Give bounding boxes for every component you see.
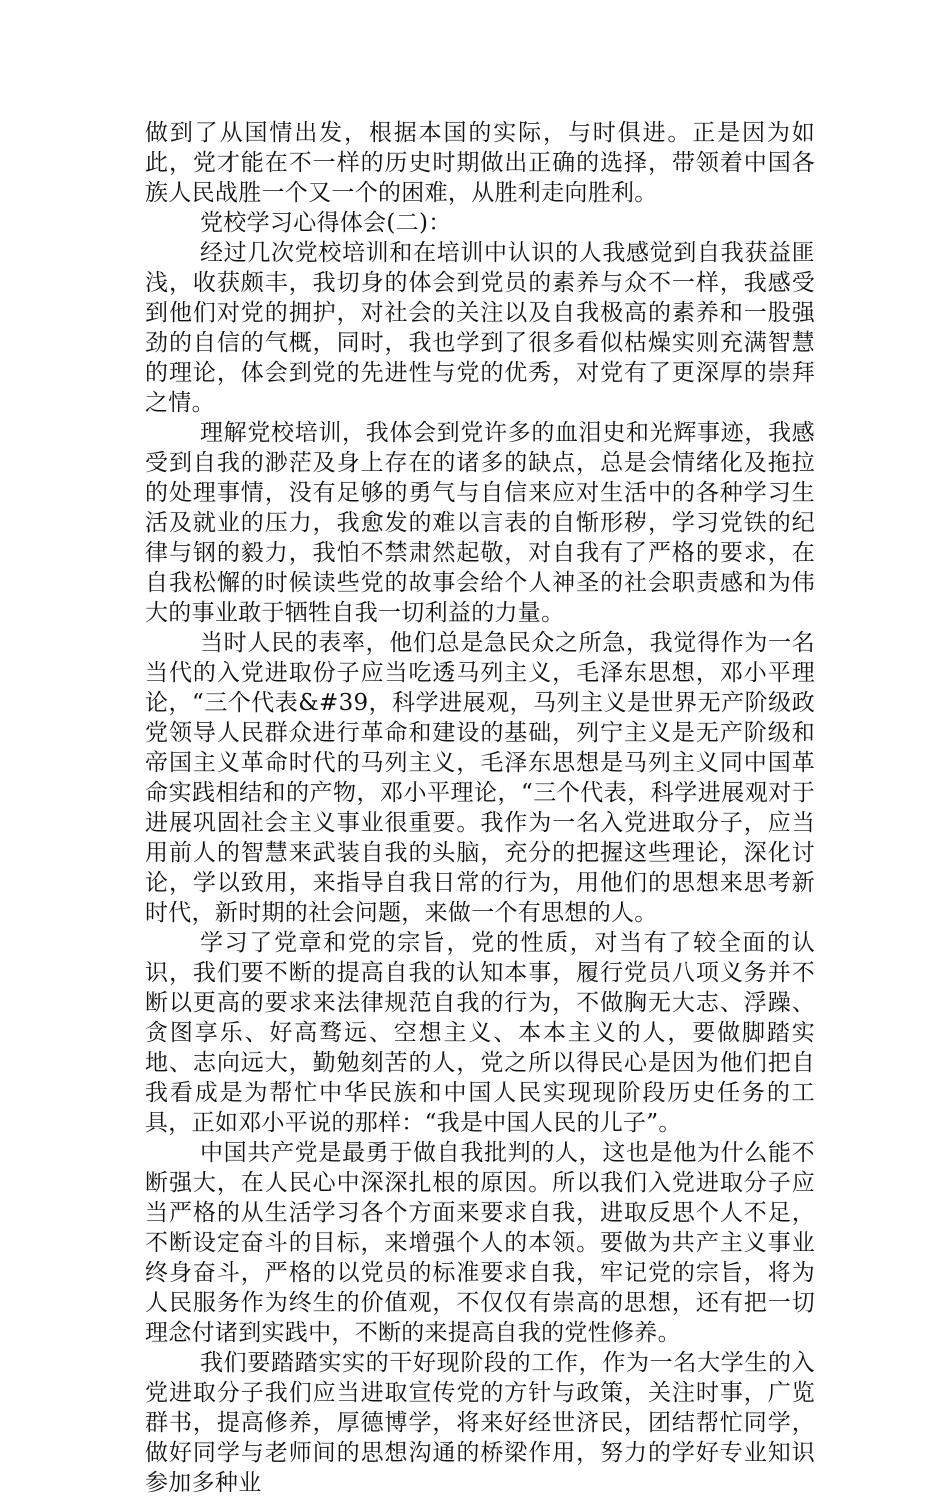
document-body	[145, 118, 815, 1498]
section-heading: 党校学习心得体会(二)：	[200, 210, 452, 236]
paragraph: 中国共产党是最勇于做自我批判的人，这也是他为什么能不断强大，在人民心中深深扎根的原因。所以我们入党进取分子应当严格的从生活学习各个方面来要求自我，进取反思个人不足，不断设定奋斗的目标，来增强个人的本领。要做为共产主义事业终身奋斗，严格的以党员的标准要求自我，牢记党的宗旨，将为人民服务作为终生的价值观，不仅仅有崇高的思想，还有把一切理念付诸到实践中，不断的来提高自我的党性修养。	[145, 1140, 815, 1346]
paragraph: 理解党校培训，我体会到党许多的血泪史和光辉事迹，我感受到自我的渺茫及身上存在的诸多的缺点，总是会情绪化及拖拉的处理事情，没有足够的勇气与自信来应对生活中的各种学习生活及就业的压力，我愈发的难以言表的自惭形秽，学习党铁的纪律与钢的毅力，我怕不禁肃然起敬，对自我有了严格的要求，在自我松懈的时候读些党的故事会给个人神圣的社会职责感和为伟大的事业敢于牺牲自我一切利益的力量。	[145, 420, 815, 626]
paragraph: 我们要踏踏实实的干好现阶段的工作，作为一名大学生的入党进取分子我们应当进取宣传党的方针与政策，关注时事，广览群书，提高修养，厚德博学，将来好经世济民，团结帮忙同学，做好同学与老师间的思想沟通的桥梁作用，努力的学好专业知识参加多种业	[145, 1350, 815, 1496]
paragraph: 当时人民的表率，他们总是急民众之所急，我觉得作为一名当代的入党进取份子应当吃透马列主义，毛泽东思想，邓小平理论，“三个代表&#39，科学进展观，马列主义是世界无产阶级政党领导人民群众进行革命和建设的基础，列宁主义是无产阶级和帝国主义革命时代的马列主义，毛泽东思想是马列主义同中国革命实践相结和的产物，邓小平理论，“三个代表，科学进展观对于进展巩固社会主义事业很重要。我作为一名入党进取分子，应当用前人的智慧来武装自我的头脑，充分的把握这些理论，深化讨论，学以致用，来指导自我日常的行为，用他们的思想来思考新时代，新时期的社会问题，来做一个有思想的人。	[145, 630, 815, 926]
paragraph: 学习了党章和党的宗旨，党的性质，对当有了较全面的认识，我们要不断的提高自我的认知本事，履行党员八项义务并不断以更高的要求来法律规范自我的行为，不做胸无大志、浮躁、贪图享乐、好高骛远、空想主义、本本主义的人，要做脚踏实地、志向远大，勤勉刻苦的人，党之所以得民心是因为他们把自我看成是为帮忙中华民族和中国人民实现现阶段历史任务的工具，正如邓小平说的那样：“我是中国人民的儿子”。	[145, 930, 815, 1136]
paragraph: 经过几次党校培训和在培训中认识的人我感觉到自我获益匪浅，收获颇丰，我切身的体会到党员的素养与众不一样，我感受到他们对党的拥护，对社会的关注以及自我极高的素养和一股强劲的自信的气概，同时，我也学到了很多看似枯燥实则充满智慧的理论，体会到党的先进性与党的优秀，对党有了更深厚的崇拜之情。	[145, 240, 815, 416]
paragraph: 做到了从国情出发，根据本国的实际，与时俱进。正是因为如此，党才能在不一样的历史时期做出正确的选择，带领着中国各族人民战胜一个又一个的困难，从胜利走向胜利。	[145, 120, 815, 206]
